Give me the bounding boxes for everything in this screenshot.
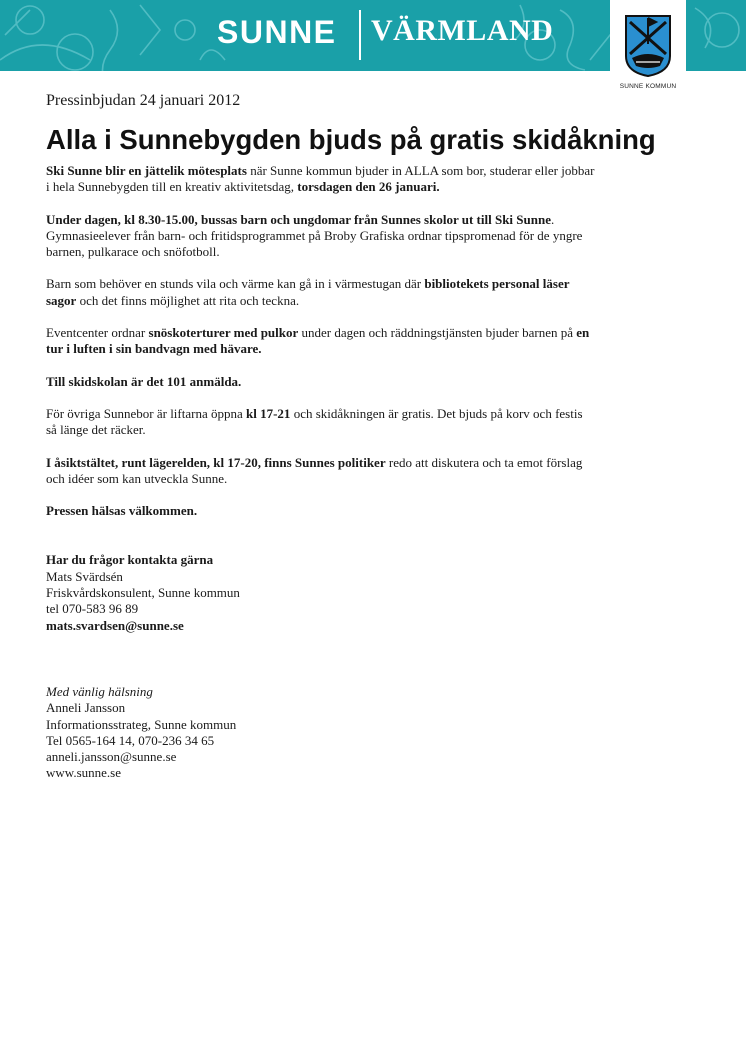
paragraph-8: [46, 503, 646, 519]
p7-text-2: och idéer som kan utveckla Sunne.: [46, 470, 228, 486]
brand-varmland: VÄRMLAND: [371, 14, 554, 47]
p1-bold-2: torsdagen den 26 januari.: [297, 179, 440, 195]
contact-block: [46, 552, 646, 633]
p5-bold-1: Till skidskolan är det 101 anmälda.: [46, 373, 242, 389]
p4-bold-2: en: [576, 325, 590, 341]
p3-bold-2: sagor: [46, 292, 77, 308]
p2-bold-1: Under dagen, kl 8.30-15.00, bussas barn och ungdomar från Sunnes skolor ut till Ski Sunne: [46, 211, 551, 227]
p4-bold-1: snöskoterturer med pulkor: [148, 325, 299, 341]
signature-block: [46, 684, 646, 782]
contact-email[interactable]: mats.svardsen@sunne.se: [46, 617, 184, 633]
p1-text-2: i hela Sunnebygden till en kreativ aktivitetsdag,: [46, 179, 298, 195]
contact-title: Friskvårdskonsulent, Sunne kommun: [46, 585, 240, 601]
p2-text-1: .: [550, 211, 555, 227]
signature-greeting: Med vänlig hälsning: [46, 683, 153, 699]
p3-text-1: Barn som behöver en stunds vila och värme kan gå in i värmestugan där: [46, 276, 425, 292]
p4-bold-3: tur i luften i sin bandvagn med hävare.: [46, 341, 262, 357]
contact-name: Mats Svärdsén: [46, 568, 123, 584]
paragraph-2: [46, 212, 646, 261]
p6-text-1: För övriga Sunnebor är liftarna öppna: [46, 405, 247, 421]
p7-bold-1: I åsiktstältet, runt lägerelden, kl 17-20, finns Sunnes politiker: [46, 454, 386, 470]
coat-of-arms-icon: [624, 14, 672, 78]
p4-text-2: under dagen och räddningstjänsten bjuder barnen på: [298, 325, 577, 341]
p6-bold-1: kl 17-21: [246, 405, 291, 421]
p4-text-1: Eventcenter ordnar: [46, 325, 149, 341]
logo-caption: SUNNE KOMMUN: [619, 83, 677, 90]
paragraph-6: [46, 406, 646, 439]
paragraph-4: [46, 325, 646, 358]
signature-phone: Tel 0565-164 14, 070-236 34 65: [46, 732, 215, 748]
press-date: Pressinbjudan 24 januari 2012: [46, 92, 241, 109]
p8-bold-1: Pressen hälsas välkommen.: [46, 503, 198, 519]
contact-heading: Har du frågor kontakta gärna: [46, 552, 214, 568]
paragraph-3: [46, 276, 646, 309]
p3-text-2: och det finns möjlighet att rita och teckna.: [76, 292, 300, 308]
signature-name: Anneli Jansson: [46, 700, 126, 716]
p7-text-1: redo att diskutera och ta emot förslag: [385, 454, 583, 470]
signature-title: Informationsstrateg, Sunne kommun: [46, 716, 237, 732]
p1-bold-1: Ski Sunne blir en jättelik mötesplats: [46, 163, 247, 178]
press-body: [46, 163, 646, 782]
paragraph-7: [46, 455, 646, 488]
signature-email[interactable]: anneli.jansson@sunne.se: [46, 749, 177, 765]
page-title: Alla i Sunnebygden bjuds på gratis skidåkning: [46, 124, 656, 155]
contact-phone: tel 070-583 96 89: [46, 601, 139, 617]
p6-text-2: och skidåkningen är gratis. Det bjuds på korv och festis: [290, 405, 583, 421]
p6-text-3: så länge det räcker.: [46, 422, 146, 438]
sunne-kommun-logo: [610, 0, 686, 93]
p1-text-1: när Sunne kommun bjuder in ALLA som bor, studerar eller jobbar: [246, 163, 595, 178]
p2-text-2: Gymnasieelever från barn- och fritidsprogrammet på Broby Grafiska ordnar tipspromenad för de yngre: [46, 227, 583, 243]
p2-text-3: barnen, pulkarace och snöfotboll.: [46, 244, 220, 260]
p3-bold-1: bibliotekets personal läser: [424, 276, 570, 292]
brand-sunne: SUNNE: [217, 14, 337, 50]
paragraph-5: [46, 374, 646, 390]
signature-website[interactable]: www.sunne.se: [46, 765, 121, 781]
brand-divider: [359, 10, 361, 60]
paragraph-1: [46, 163, 646, 196]
